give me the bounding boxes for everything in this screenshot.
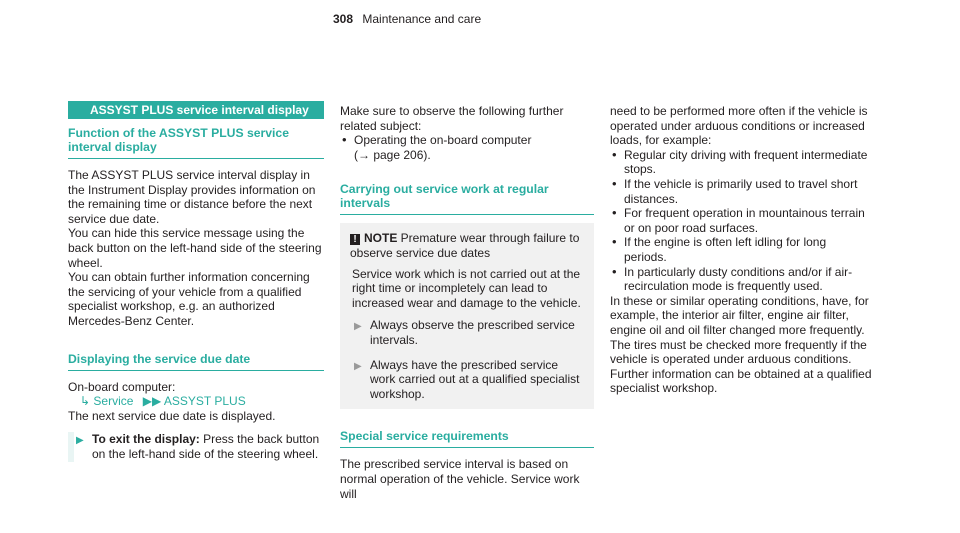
page-reference: (→ page 206). bbox=[354, 147, 431, 162]
list-item: • For frequent operation in mountainous terrain or on poor road surfaces. bbox=[610, 206, 872, 235]
note-body: Service work which is not carried out at the right time or incompletely can lead to increased wear and damage to the vehicle. bbox=[352, 266, 581, 310]
column-2 bbox=[340, 104, 594, 501]
double-chevron-icon: ▶▶ bbox=[142, 394, 162, 409]
paragraph-function: The ASSYST PLUS service interval display in the Instrument Display provides information on the remaining time or distance before the next service due date. bbox=[68, 168, 316, 226]
step-arrow-icon: ▶ bbox=[354, 360, 362, 372]
onboard-label: On-board computer: bbox=[68, 379, 176, 394]
menu-item-service: Service bbox=[93, 394, 134, 409]
column-1 bbox=[68, 126, 324, 462]
bullet-text: Operating the on-board computer bbox=[354, 133, 532, 148]
step-text: Press the back button on the left-hand side of the steering wheel. bbox=[92, 432, 320, 461]
heading-carrying-out: Carrying out service work at regular intervals bbox=[340, 182, 594, 215]
list-item: • In particularly dusty conditions and/or if air-recirculation mode is frequently used. bbox=[610, 265, 872, 294]
page-header bbox=[333, 12, 481, 27]
paragraph-arduous: need to be performed more often if the vehicle is operated under arduous conditions or increased loads, for example: bbox=[610, 104, 868, 148]
paragraph-hide: You can hide this service message using the back button on the left-hand side of the steering wheel. bbox=[68, 226, 322, 270]
paragraph-special: The prescribed service interval is based on normal operation of the vehicle. Service work will bbox=[340, 457, 580, 501]
note-step-workshop bbox=[352, 358, 582, 402]
note-step-text: Always have the prescribed service work carried out at a qualified specialist workshop. bbox=[370, 357, 580, 401]
note-step-observe bbox=[352, 318, 582, 347]
page-number: 308 bbox=[333, 12, 354, 26]
note-step-text: Always observe the prescribed service intervals. bbox=[370, 318, 575, 347]
column-3 bbox=[610, 104, 872, 396]
paragraph-related: Make sure to observe the following further related subject: bbox=[340, 104, 564, 133]
paragraph-further-info: You can obtain further information concerning the servicing of your vehicle from a qualified specialist workshop, e.g. an authorized Mercedes-Benz Center. bbox=[68, 270, 310, 328]
step-exit-display bbox=[68, 432, 324, 461]
section-bar-title: ASSYST PLUS service interval display bbox=[90, 103, 309, 117]
warning-icon: ! bbox=[350, 234, 360, 245]
step-arrow-icon: ▶ bbox=[76, 435, 84, 447]
list-item: • If the vehicle is primarily used to travel short distances. bbox=[610, 177, 872, 206]
section-bar bbox=[68, 101, 324, 119]
heading-special-requirements: Special service requirements bbox=[340, 429, 594, 448]
note-box bbox=[340, 223, 594, 409]
list-item: • Regular city driving with frequent intermediate stops. bbox=[610, 148, 872, 177]
menu-path bbox=[68, 394, 324, 409]
step-arrow-icon: ▶ bbox=[354, 321, 362, 333]
step-label: To exit the display: bbox=[92, 432, 200, 447]
heading-display-due-date: Displaying the service due date bbox=[68, 352, 324, 371]
list-item bbox=[340, 133, 594, 162]
note-label: NOTE bbox=[364, 231, 398, 246]
section-title: Maintenance and care bbox=[362, 12, 482, 26]
list-item: • If the engine is often left idling for long periods. bbox=[610, 235, 872, 264]
menu-item-assyst: ASSYST PLUS bbox=[163, 394, 246, 409]
menu-arrow-icon: ↳ bbox=[80, 394, 91, 409]
note-title: Premature wear through failure to observe service due dates bbox=[350, 231, 580, 260]
heading-function: Function of the ASSYST PLUS service interval display bbox=[68, 126, 324, 159]
paragraph-similar-conditions: In these or similar operating conditions, have, for example, the interior air filter, engine air filter, engine oil and oil filter changed more frequently. The tires must be checked more frequently if the vehicle is operated under arduous conditions. Further information can be obtained at a qualified specialist workshop. bbox=[610, 293, 872, 396]
paragraph-displayed: The next service due date is displayed. bbox=[68, 408, 276, 423]
